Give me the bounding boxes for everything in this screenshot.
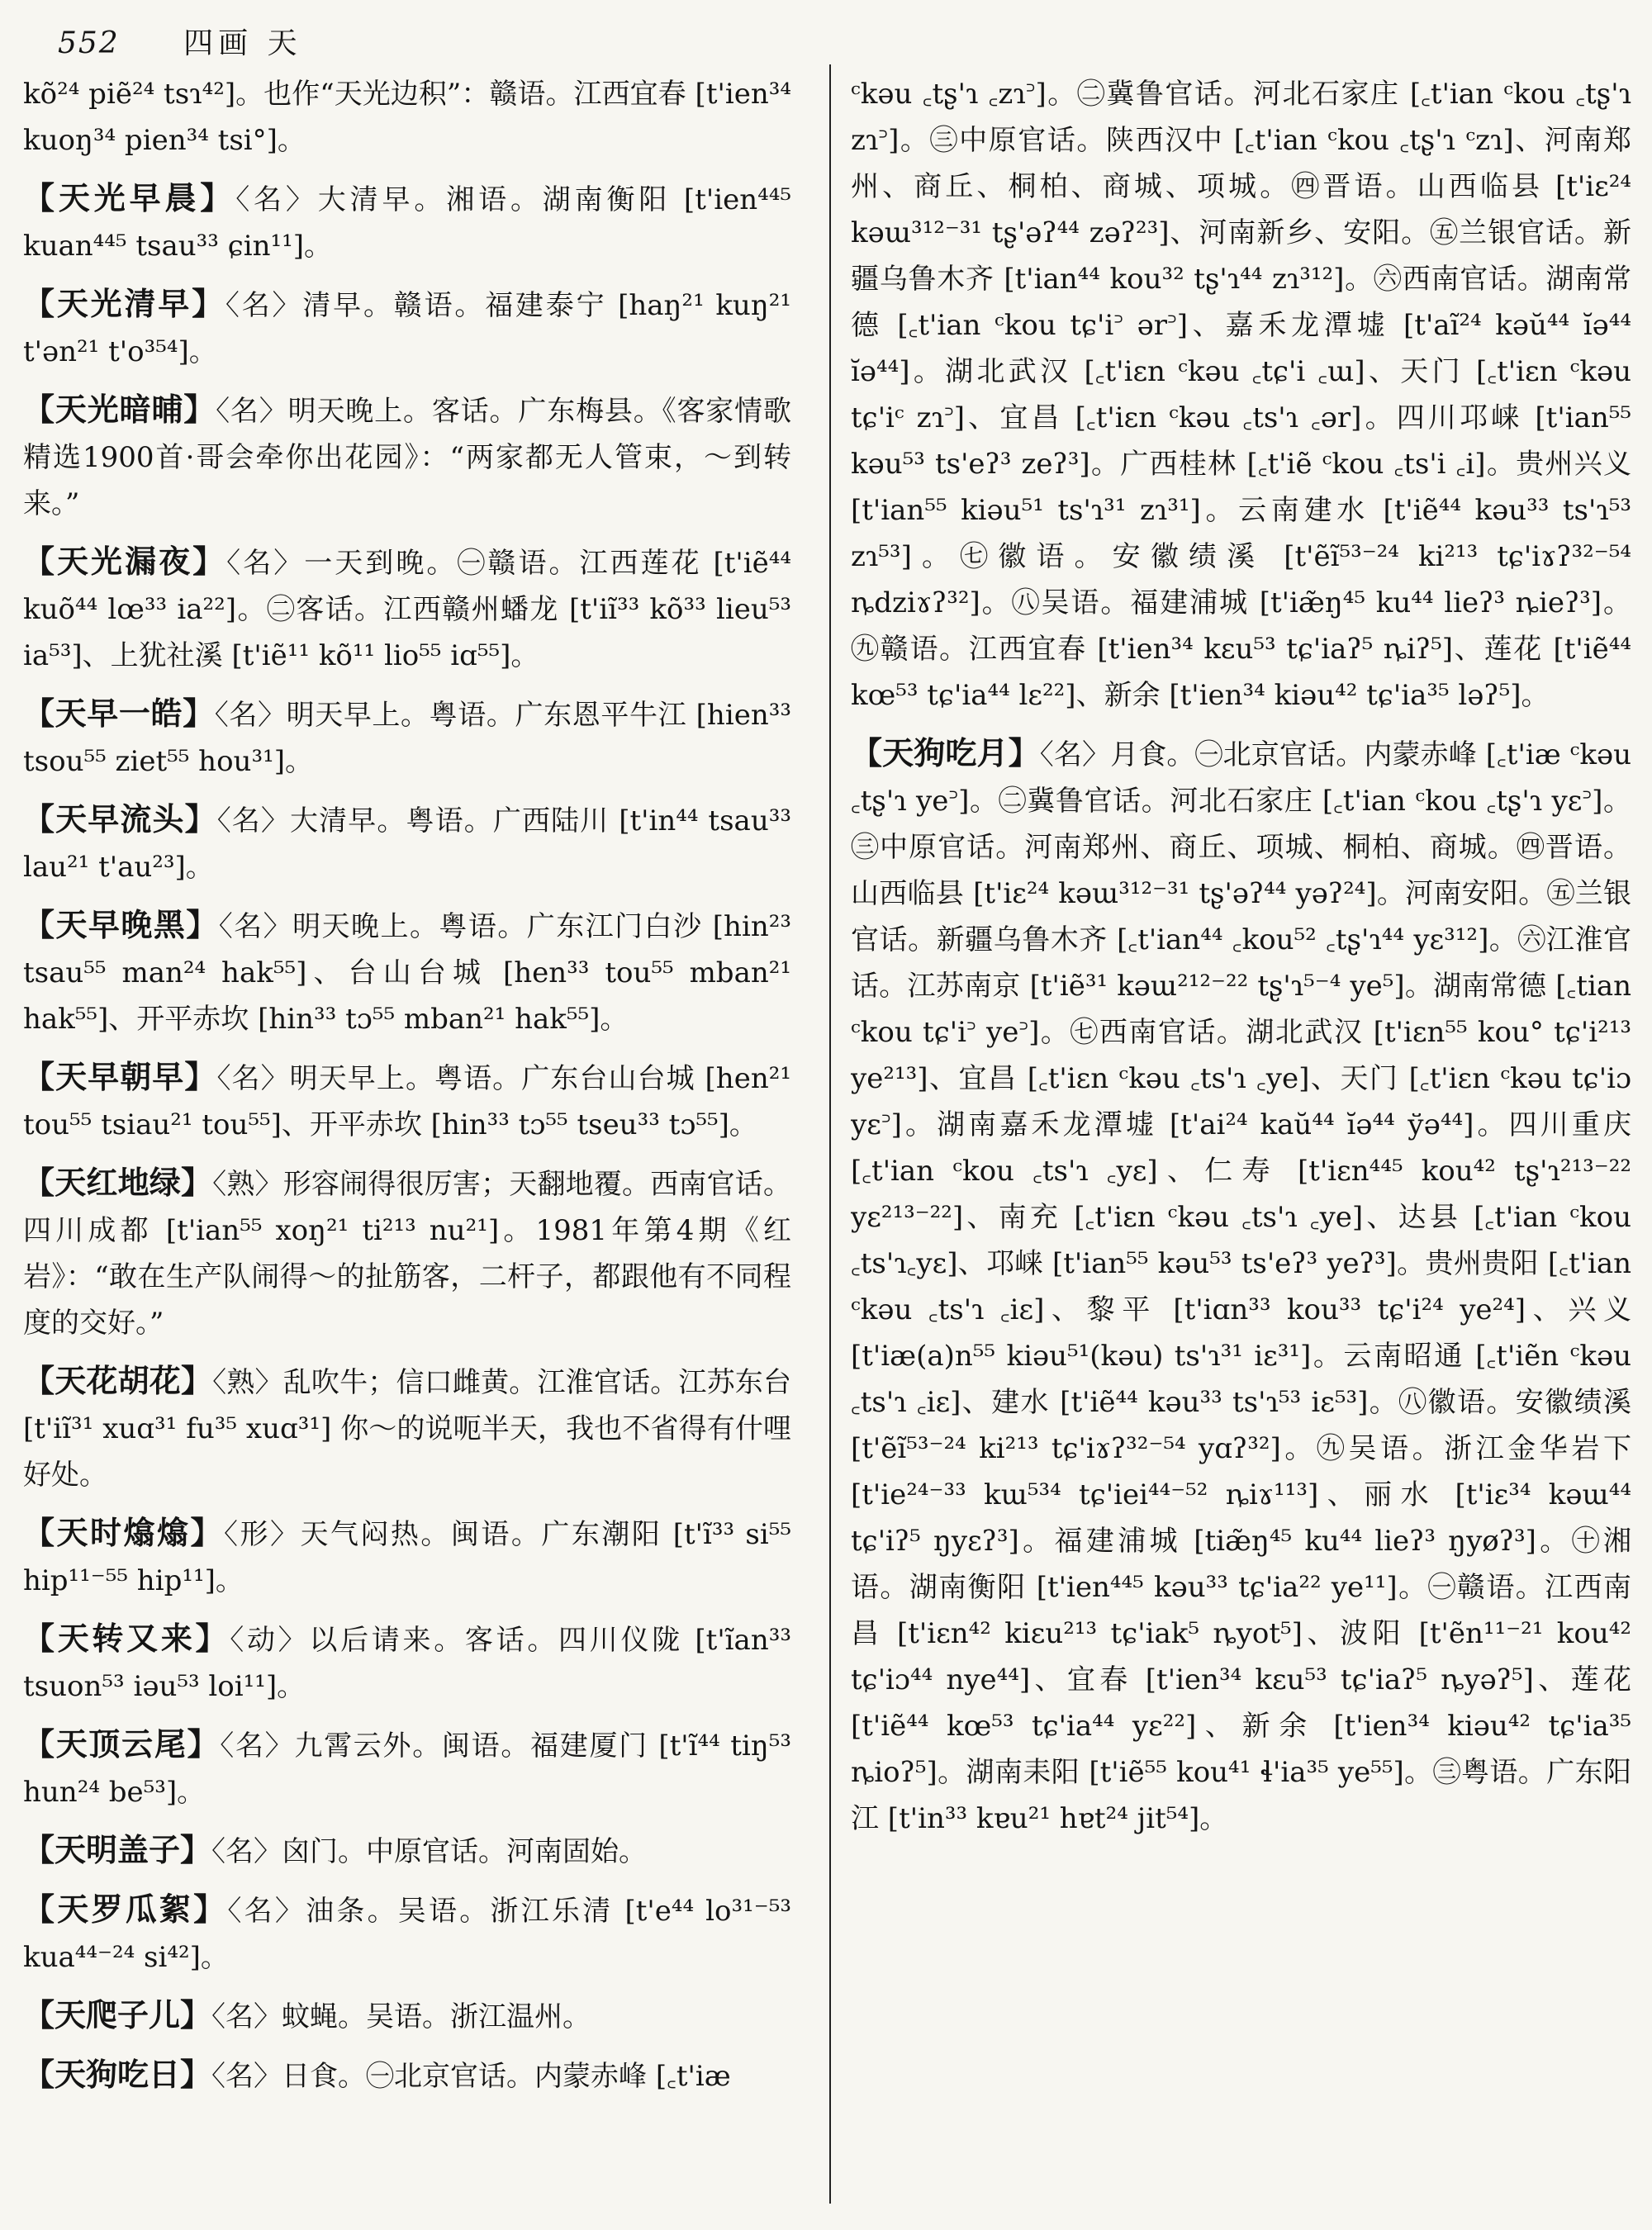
dictionary-entry xyxy=(23,71,791,164)
entry-headword: 【天光漏夜】 xyxy=(23,543,227,580)
dictionary-entry xyxy=(23,1827,791,1875)
entry-headword: 【天爬子儿】 xyxy=(23,1996,212,2033)
page-header xyxy=(58,20,302,62)
dictionary-entry xyxy=(23,1510,791,1604)
entry-definition: 〈形〉天气闷热。闽语。广东潮阳 [t'ĩ³³ si⁵⁵ hip¹¹⁻⁵⁵ hip¹¹]。 xyxy=(23,1518,791,1597)
entry-headword: 【天光清早】 xyxy=(23,285,225,322)
entry-definition: 〈名〉一天到晚。㊀赣语。江西莲花 [t'iẽ⁴⁴ kuõ⁴⁴ lœ³³ ia²²]。㊁客话。江西赣州蟠龙 [t'iĩ³³ kõ³³ lieu⁵³ ia⁵³]、上犹社溪 [t'iẽ¹¹ kõ¹¹ lio⁵⁵ iɑ⁵⁵]。 xyxy=(23,547,791,672)
dictionary-entry xyxy=(851,730,1631,1842)
column-divider xyxy=(829,64,831,2204)
dictionary-entry xyxy=(23,1054,791,1148)
section-title: 四画 天 xyxy=(183,26,302,60)
dictionary-entry xyxy=(23,1616,791,1710)
entry-definition: 〈名〉清早。赣语。福建泰宁 [haŋ²¹ kuŋ²¹ t'ən²¹ t'o³⁵⁴]。 xyxy=(23,289,791,368)
entry-definition: 〈名〉明天早上。粤语。广东恩平牛江 [hien³³ tsou⁵⁵ ziet⁵⁵ hou³¹]。 xyxy=(23,699,791,778)
dictionary-entry xyxy=(23,1721,791,1815)
dictionary-entry xyxy=(23,1358,791,1498)
entry-definition: 〈名〉蚊蝇。吴语。浙江温州。 xyxy=(211,2000,591,2033)
dictionary-entry xyxy=(23,902,791,1042)
entry-definition: 〈名〉油条。吴语。浙江乐清 [t'e⁴⁴ lo³¹⁻⁵³ kua⁴⁴⁻²⁴ si⁴²]。 xyxy=(23,1895,791,1974)
entry-headword: 【天早流头】 xyxy=(23,800,217,837)
entry-definition: 〈动〉以后请来。客话。四川仪陇 [t'ĩan³³ tsuon⁵³ iəu⁵³ loi¹¹]。 xyxy=(23,1624,791,1703)
entry-headword: 【天狗吃月】 xyxy=(851,734,1040,771)
entry-headword: 【天红地绿】 xyxy=(23,1164,213,1201)
entry-headword: 【天早朝早】 xyxy=(23,1058,217,1095)
entry-definition: 〈熟〉形容闹得很厉害；天翻地覆。西南官话。四川成都 [t'ian⁵⁵ xoŋ²¹ ti²¹³ nu²¹]。1981年第4期《红岩》：“敢在生产队闹得～的扯筋客，二杆子，都跟他有不同程度的交好。” xyxy=(23,1168,791,1340)
dictionary-entry xyxy=(851,71,1631,719)
entry-headword: 【天罗瓜絮】 xyxy=(23,1891,228,1928)
entry-definition: 〈名〉大清早。粤语。广西陆川 [t'in⁴⁴ tsau³³ lau²¹ t'au²³]。 xyxy=(23,804,791,884)
dictionary-entry xyxy=(23,175,791,269)
entry-definition: ᶜkəu ꜀tʂ'ɿ ꜀zɿ꜄]。㊁冀鲁官话。河北石家庄 [꜀t'ian ᶜkou ꜀tʂ'ɿ zɿ꜄]。㊂中原官话。陕西汉中 [꜀t'ian ᶜkou ꜀tʂ'ɿ ᶜzɿ]、河南郑州、商丘、桐柏、商城、项城。㊃晋语。山西临县 [t'iɛ²⁴ kəɯ³¹²⁻³¹ tʂ'əʔ⁴⁴ zəʔ²³]、河南新乡、安阳。㊄兰银官话。新疆乌鲁木齐 [t'ian⁴⁴ kou³² tʂ'ɿ⁴⁴ zɿ³¹²]。㊅西南官话。湖南常德 [꜀t'ian ᶜkou tɕ'i꜄ ər꜄]、嘉禾龙潭墟 [t'aĩ²⁴ kəŭ⁴⁴ ĭə⁴⁴ ĭə⁴⁴]。湖北武汉 [꜀t'iɛn ᶜkəu ꜀tɕ'i ꜀ɯ]、天门 [꜀t'iɛn ᶜkəu tɕ'iᶜ zɿ꜄]、宜昌 [꜀t'iɛn ᶜkəu ꜀ts'ɿ ꜀ər]。四川邛崃 [t'ian⁵⁵ kəu⁵³ ts'eʔ³ zeʔ³]。广西桂林 [꜀t'iẽ ᶜkou ꜀ts'i ꜀i]。贵州兴义 [t'ian⁵⁵ kiəu⁵¹ ts'ɿ³¹ zɿ³¹]。云南建水 [t'iẽ⁴⁴ kəu³³ ts'ɿ⁵³ zɿ⁵³]。㊆徽语。安徽绩溪 [t'ẽĩ⁵³⁻²⁴ ki²¹³ tɕ'iɤʔ³²⁻⁵⁴ ȵdziɤʔ³²]。㊇吴语。福建浦城 [t'iæ̃ŋ⁴⁵ ku⁴⁴ lieʔ³ ȵieʔ³]。㊈赣语。江西宜春 [t'ien³⁴ kɛu⁵³ tɕ'iaʔ⁵ ȵiʔ⁵]、莲花 [t'iẽ⁴⁴ kœ⁵³ tɕ'ia⁴⁴ lɛ²²]、新余 [t'ien³⁴ kiəu⁴² tɕ'ia³⁵ ləʔ⁵]。 xyxy=(851,78,1631,712)
entry-definition: kõ²⁴ piẽ²⁴ tsɿ⁴²]。也作“天光边积”：赣语。江西宜春 [t'ien³⁴ kuoŋ³⁴ pien³⁴ tsi°]。 xyxy=(23,78,791,157)
dictionary-entry xyxy=(23,281,791,375)
entry-headword: 【天顶云尾】 xyxy=(23,1725,221,1763)
entry-definition: 〈名〉九霄云外。闽语。福建厦门 [t'ĩ⁴⁴ tiŋ⁵³ hun²⁴ be⁵³]。 xyxy=(23,1729,791,1809)
dictionary-entry xyxy=(23,1992,791,2040)
entry-headword: 【天花胡花】 xyxy=(23,1362,213,1399)
right-column xyxy=(851,71,1631,2210)
entry-headword: 【天转又来】 xyxy=(23,1620,230,1657)
entry-definition: 〈名〉明天晚上。粤语。广东江门白沙 [hin²³ tsau⁵⁵ man²⁴ hak⁵⁵]、台山台城 [hen³³ tou⁵⁵ mban²¹ hak⁵⁵]、开平赤坎 [hin³³ tɔ⁵⁵ mban²¹ hak⁵⁵]。 xyxy=(23,910,791,1036)
dictionary-entry xyxy=(23,2052,791,2100)
dictionary-entry xyxy=(23,1160,791,1346)
page-number: 552 xyxy=(58,26,120,60)
entry-definition: 〈名〉明天早上。粤语。广东台山台城 [hen²¹ tou⁵⁵ tsiau²¹ tou⁵⁵]、开平赤坎 [hin³³ tɔ⁵⁵ tseu³³ tɔ⁵⁵]。 xyxy=(23,1062,791,1141)
entry-definition: 〈名〉月食。㊀北京官话。内蒙赤峰 [꜀t'iæ ᶜkəu ꜀tʂ'ɿ ye꜄]。㊁冀鲁官话。河北石家庄 [꜀t'ian ᶜkou ꜀tʂ'ɿ yɛ꜄]。㊂中原官话。河南郑州、商丘、项城、桐柏、商城。㊃晋语。山西临县 [t'iɛ²⁴ kəɯ³¹²⁻³¹ tʂ'əʔ⁴⁴ yəʔ²⁴]。河南安阳。㊄兰银官话。新疆乌鲁木齐 [꜀t'ian⁴⁴ ꜀kou⁵² ꜀tʂ'ɿ⁴⁴ yɛ³¹²]。㊅江淮官话。江苏南京 [t'iẽ³¹ kəɯ²¹²⁻²² tʂ'ɿ⁵⁻⁴ ye⁵]。湖南常德 [꜀tian ᶜkou tɕ'i꜄ ye꜄]。㊆西南官话。湖北武汉 [t'iɛn⁵⁵ kou° tɕ'i²¹³ ye²¹³]、宜昌 [꜀t'iɛn ᶜkəu ꜀ts'ɿ ꜀ye]、天门 [꜀t'iɛn ᶜkəu tɕ'iɔ yɛ꜄]。湖南嘉禾龙潭墟 [t'ai²⁴ kaŭ⁴⁴ ĭə⁴⁴ ўə⁴⁴]。四川重庆 [꜀t'ian ᶜkou ꜀ts'ɿ ꜀yɛ]、仁寿 [t'iɛn⁴⁴⁵ kou⁴² tʂ'ɿ²¹³⁻²² yɛ²¹³⁻²²]、南充 [꜀t'iɛn ᶜkəu ꜀ts'ɿ ꜀ye]、达县 [꜀t'ian ᶜkou ꜀ts'ɿ꜀yɛ]、邛崃 [t'ian⁵⁵ kəu⁵³ ts'eʔ³ yeʔ³]。贵州贵阳 [꜀t'ian ᶜkəu ꜀ts'ɿ ꜀iɛ]、黎平 [t'iɑn³³ kou³³ tɕ'i²⁴ ye²⁴]、兴义 [t'iæ(a)n⁵⁵ kiəu⁵¹(kəu) ts'ɿ³¹ iɛ³¹]。云南昭通 [꜀t'iẽn ᶜkəu ꜀ts'ɿ ꜀iɛ]、建水 [t'iẽ⁴⁴ kəu³³ ts'ɿ⁵³ iɛ⁵³]。㊇徽语。安徽绩溪 [t'ẽĩ⁵³⁻²⁴ ki²¹³ tɕ'iɤʔ³²⁻⁵⁴ yɑʔ³²]。㊈吴语。浙江金华岩下 [t'ie²⁴⁻³³ kɯ⁵³⁴ tɕ'iei⁴⁴⁻⁵² ȵiɤ¹¹³]、丽水 [t'iɛ³⁴ kəɯ⁴⁴ tɕ'iʔ⁵ ŋyɛʔ³]。福建浦城 [tiæ̃ŋ⁴⁵ ku⁴⁴ lieʔ³ ŋyøʔ³]。㊉湘语。湖南衡阳 [t'ien⁴⁴⁵ kəu³³ tɕ'ia²² ye¹¹]。㊀赣语。江西南昌 [t'iɛn⁴² kiɛu²¹³ tɕ'iak⁵ ȵyot⁵]、波阳 [t'ẽn¹¹⁻²¹ kou⁴² tɕ'iɔ⁴⁴ nye⁴⁴]、宜春 [t'ien³⁴ kɛu⁵³ tɕ'iaʔ⁵ ȵyəʔ⁵]、莲花 [t'iẽ⁴⁴ kœ⁵³ tɕ'ia⁴⁴ yɛ²²]、新余 [t'ien³⁴ kiəu⁴² tɕ'ia³⁵ ȵioʔ⁵]。湖南耒阳 [t'iẽ⁵⁵ kou⁴¹ ɬ'ia³⁵ ye⁵⁵]。㊂粤语。广东阳江 [t'in³³ kɐu²¹ hɐt²⁴ jit⁵⁴]。 xyxy=(851,738,1631,1835)
entry-headword: 【天时熻熻】 xyxy=(23,1514,224,1551)
entry-headword: 【天光暗晡】 xyxy=(23,391,216,428)
entry-headword: 【天狗吃日】 xyxy=(23,2056,212,2093)
entry-definition: 〈名〉囟门。中原官话。河南固始。 xyxy=(211,1835,648,1868)
entry-definition: 〈名〉明天晚上。客话。广东梅县。《客家情歌精选1900首·哥会牵你出花园》：“两家都无人管束，～到转来。” xyxy=(23,395,791,520)
left-column xyxy=(23,71,791,2210)
entry-headword: 【天早一皓】 xyxy=(23,695,215,732)
entry-headword: 【天明盖子】 xyxy=(23,1831,212,1868)
entry-definition: 〈名〉大清早。湘语。湖南衡阳 [t'ien⁴⁴⁵ kuan⁴⁴⁵ tsau³³ ɕin¹¹]。 xyxy=(23,183,791,263)
entry-definition: 〈熟〉乱吹牛；信口雌黄。江淮官话。江苏东台 [t'iĩ³¹ xuɑ³¹ fu³⁵ xuɑ³¹] 你～的说呃半天，我也不省得有什哩好处。 xyxy=(23,1366,791,1492)
dictionary-entry xyxy=(23,796,791,890)
dictionary-entry xyxy=(23,690,791,785)
entry-headword: 【天光早晨】 xyxy=(23,179,236,216)
entry-definition: 〈名〉日食。㊀北京官话。内蒙赤峰 [꜀t'iæ xyxy=(211,2060,731,2093)
dictionary-entry xyxy=(23,387,791,527)
dictionary-entry xyxy=(23,1886,791,1981)
dictionary-entry xyxy=(23,539,791,679)
entry-headword: 【天早晚黑】 xyxy=(23,906,219,943)
